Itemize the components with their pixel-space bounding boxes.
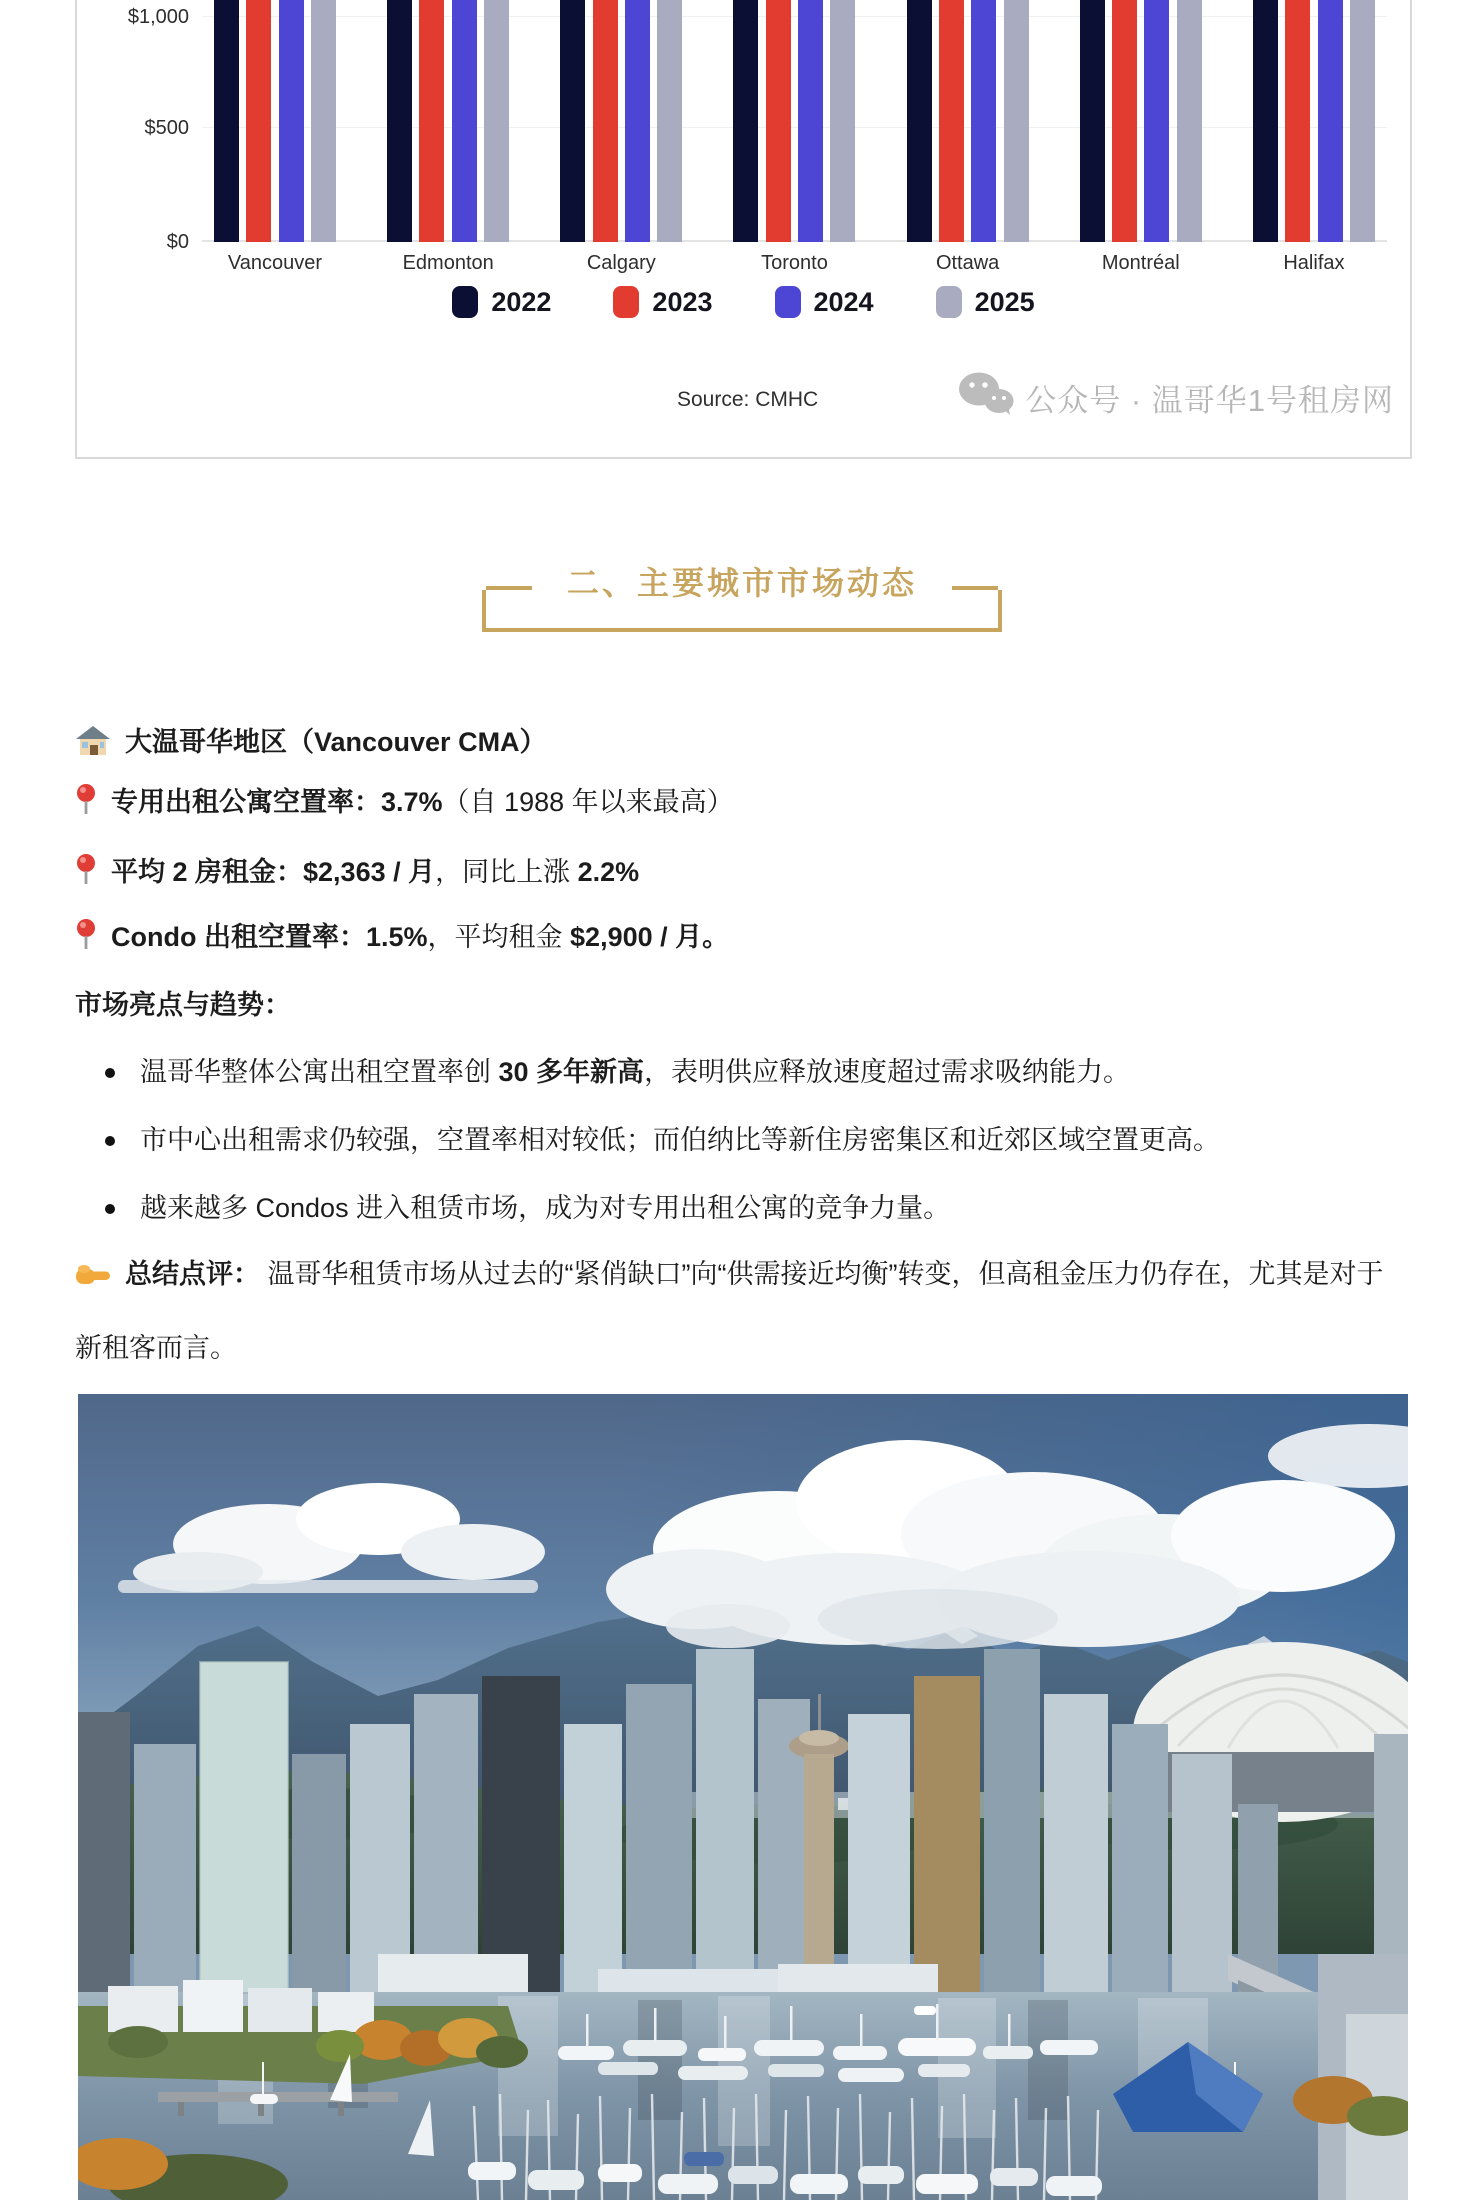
chart-legend: [77, 286, 1410, 318]
text-segment: 2.2%: [577, 857, 640, 887]
legend-label: 2025: [974, 286, 1035, 317]
watermark: [957, 370, 1394, 425]
text-segment: ，平均租金: [427, 922, 571, 952]
bar-2022-halifax: [1253, 0, 1278, 242]
pin-line-text: [111, 787, 734, 817]
bar-2024-vancouver: [279, 0, 304, 242]
text-segment: ，表明供应释放速度超过需求吸纳能力。: [644, 1057, 1131, 1087]
y-axis-tick: $1,000: [127, 6, 189, 28]
bar-group-vancouver: [214, 0, 336, 274]
legend-swatch: [613, 286, 639, 318]
bar-group-montréal: [1080, 0, 1202, 274]
y-axis: [77, 0, 189, 253]
legend-label: 2022: [491, 286, 552, 317]
chart-source-label: Source: CMHC: [677, 388, 819, 411]
x-axis-label: Calgary: [586, 252, 656, 274]
bar-2022-montréal: [1080, 0, 1105, 242]
x-axis-label: Edmonton: [402, 252, 494, 274]
legend-item-2025: [936, 286, 1035, 318]
bar-2022-calgary: [560, 0, 585, 242]
rent-chart-image[interactable]: [75, 0, 1412, 459]
region-heading-text: 大温哥华地区（Vancouver CMA）: [125, 727, 547, 757]
bar-2022-toronto: [733, 0, 758, 242]
bar-group-toronto: [733, 0, 855, 274]
bar-2025-toronto: [830, 0, 855, 242]
bar-2025-montréal: [1177, 0, 1202, 242]
text-segment: 越来越多 Condos 进入租赁市场，成为对专用出租公寓的竞争力量。: [140, 1193, 951, 1223]
x-axis-label: Toronto: [761, 252, 828, 274]
summary-paragraph: [75, 1240, 1409, 1382]
vancouver-skyline-photo[interactable]: [78, 1394, 1408, 2200]
chart-plot-area: [202, 0, 1387, 274]
legend-label: 2024: [813, 286, 874, 317]
pushpin-icon: [75, 774, 97, 842]
x-axis-label: Montréal: [1101, 252, 1180, 274]
bar-2023-halifax: [1285, 0, 1310, 242]
bar-2024-halifax: [1318, 0, 1343, 242]
bar-2024-ottawa: [971, 0, 996, 242]
text-segment: 30 多年新高: [498, 1057, 645, 1087]
pushpin-icon: [75, 909, 97, 977]
bar-2023-calgary: [593, 0, 618, 242]
y-axis-tick: $500: [144, 117, 189, 139]
text-segment: 平均 2 房租金：$2,363 / 月: [111, 857, 436, 887]
section2-header: [482, 560, 1002, 640]
text-segment: Condo 出租空置率：1.5%: [111, 922, 428, 952]
bar-2023-ottawa: [939, 0, 964, 242]
pin-line-condo: [75, 903, 1409, 977]
watermark-text: 公众号 · 温哥华1号租房网: [1025, 383, 1394, 418]
bar-2024-toronto: [798, 0, 823, 242]
bar-2025-halifax: [1350, 0, 1375, 242]
bar-group-ottawa: [907, 0, 1029, 274]
highlight-bullet: [75, 1106, 1409, 1174]
bar-2023-vancouver: [246, 0, 271, 242]
pin-line-text: [111, 922, 729, 952]
summary-text: 温哥华租赁市场从过去的“紧俏缺口”向“供需接近均衡”转变，但高租金压力仍存在，尤其是对于新租客而言。: [75, 1259, 1384, 1363]
bar-2025-edmonton: [484, 0, 509, 242]
bars-row: [214, 0, 1375, 274]
bar-2024-calgary: [625, 0, 650, 242]
bar-2025-vancouver: [311, 0, 336, 242]
legend-swatch: [936, 286, 962, 318]
highlights-list: [75, 1038, 1409, 1242]
legend-item-2024: [775, 286, 874, 318]
bar-2023-edmonton: [419, 0, 444, 242]
pushpin-icon: [75, 844, 97, 912]
pin-line-vacancy: [75, 768, 1409, 842]
bar-2023-montréal: [1112, 0, 1137, 242]
x-axis-label: Vancouver: [227, 252, 323, 274]
text-segment: 温哥华整体公寓出租空置率创: [140, 1057, 499, 1087]
bar-2025-calgary: [657, 0, 682, 242]
text-segment: ，同比上涨: [435, 857, 578, 887]
highlight-bullet: [75, 1038, 1409, 1106]
bar-group-halifax: [1253, 0, 1375, 274]
bar-2024-montréal: [1144, 0, 1169, 242]
bar-2025-ottawa: [1004, 0, 1029, 242]
legend-item-2022: [452, 286, 551, 318]
highlights-title: 市场亮点与趋势：: [75, 990, 291, 1020]
bar-2022-ottawa: [907, 0, 932, 242]
summary-label: 总结点评：: [125, 1259, 260, 1289]
pin-line-rent: [75, 838, 1409, 912]
bar-2024-edmonton: [452, 0, 477, 242]
text-segment: （自 1988 年以来最高）: [442, 787, 734, 817]
pin-line-text: [111, 857, 639, 887]
bar-group-edmonton: [387, 0, 509, 274]
bar-2023-toronto: [766, 0, 791, 242]
text-segment: $2,900 / 月。: [570, 922, 730, 952]
legend-item-2023: [613, 286, 712, 318]
x-axis-label: Halifax: [1283, 252, 1345, 274]
wechat-icon: [957, 370, 1015, 425]
bar-group-calgary: [560, 0, 682, 274]
legend-swatch: [775, 286, 801, 318]
text-segment: 市中心出租需求仍较强，空置率相对较低；而伯纳比等新住房密集区和近郊区域空置更高。: [140, 1125, 1220, 1155]
y-axis-tick: $0: [166, 231, 189, 253]
legend-swatch: [452, 286, 478, 318]
bar-2022-edmonton: [387, 0, 412, 242]
x-axis-label: Ottawa: [935, 252, 1000, 274]
pointing-right-icon: [75, 1246, 111, 1314]
bar-2022-vancouver: [214, 0, 239, 242]
highlight-bullet: [75, 1174, 1409, 1242]
text-segment: 专用出租公寓空置率：3.7%: [111, 787, 443, 817]
legend-label: 2023: [652, 286, 713, 317]
section2-title: 二、主要城市市场动态: [566, 565, 917, 601]
